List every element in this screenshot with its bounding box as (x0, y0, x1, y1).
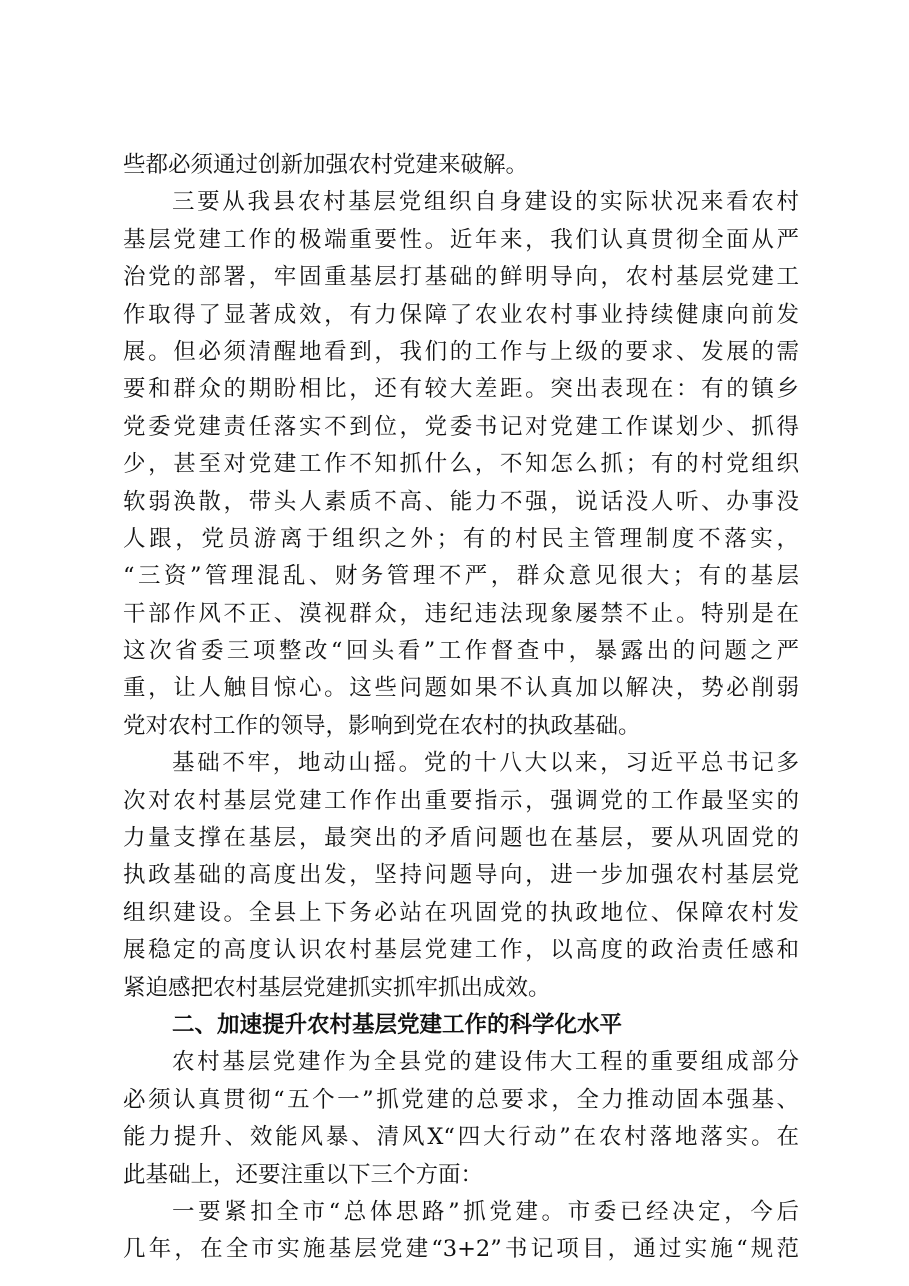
paragraph-line: 基础不牢，地动山摇。党的十八大以来，习近平总书记多 (172, 750, 799, 777)
paragraph-line: 少，甚至对党建工作不知抓什么，不知怎么抓；有的村党组织 (123, 451, 799, 478)
paragraph-line: 些都必须通过创新加强农村党建来破解。 (123, 152, 529, 178)
paragraph-line: 必须认真贯彻“五个一”抓党建的总要求，全力推动固本强基、 (123, 1086, 799, 1113)
paragraph-line: 三要从我县农村基层党组织自身建设的实际状况来看农村 (172, 189, 799, 216)
paragraph-line: 组织建设。全县上下务必站在巩固党的执政地位、保障农村发 (123, 899, 799, 926)
paragraph-line: 次对农村基层党建工作作出重要指示，强调党的工作最坚实的 (123, 787, 799, 814)
section-heading: 二、加速提升农村基层党建工作的科学化水平 (172, 1011, 623, 1038)
paragraph-line: 力量支撑在基层，最突出的矛盾问题也在基层，要从巩固党的 (123, 825, 799, 852)
paragraph-line: 作取得了显著成效，有力保障了农业农村事业持续健康向前发 (123, 301, 799, 328)
paragraph-line: 一要紧扣全市“总体思路”抓党建。市委已经决定，今后 (172, 1198, 799, 1225)
paragraph-line: 几年，在全市实施基层党建“3+2”书记项目，通过实施“规范 (123, 1236, 799, 1263)
paragraph-line: 农村基层党建作为全县党的建设伟大工程的重要组成部分 (172, 1049, 799, 1076)
paragraph-line: 紧迫感把农村基层党建抓实抓牢抓出成效。 (123, 974, 551, 1001)
paragraph-line: 干部作风不正、漠视群众，违纪违法现象屡禁不止。特别是在 (123, 600, 799, 627)
paragraph-line: 软弱涣散，带头人素质不高、能力不强，说话没人听、办事没 (123, 488, 799, 515)
paragraph-line: 执政基础的高度出发，坚持问题导向，进一步加强农村基层党 (123, 862, 799, 889)
document-body (123, 147, 799, 1269)
paragraph-line: 能力提升、效能风暴、清风X“四大行动”在农村落地落实。在 (123, 1124, 799, 1151)
paragraph-line: 重，让人触目惊心。这些问题如果不认真加以解决，势必削弱 (123, 675, 799, 702)
paragraph-line: 要和群众的期盼相比，还有较大差距。突出表现在：有的镇乡 (123, 376, 799, 403)
paragraph-line: 此基础上，还要注重以下三个方面： (123, 1161, 484, 1188)
paragraph-line: “三资”管理混乱、财务管理不严，群众意见很大；有的基层 (123, 563, 799, 590)
paragraph-line: 党委党建责任落实不到位，党委书记对党建工作谋划少、抓得 (123, 413, 799, 440)
paragraph-line: 展稳定的高度认识农村基层党建工作，以高度的政治责任感和 (123, 937, 799, 964)
paragraph-line: 这次省委三项整改“回头看”工作督查中，暴露出的问题之严 (123, 638, 799, 665)
paragraph-line: 治党的部署，牢固重基层打基础的鲜明导向，农村基层党建工 (123, 264, 799, 291)
paragraph-line: 党对农村工作的领导，影响到党在农村的执政基础。 (123, 712, 641, 739)
paragraph-line: 基层党建工作的极端重要性。近年来，我们认真贯彻全面从严 (123, 226, 799, 253)
paragraph-line: 展。但必须清醒地看到，我们的工作与上级的要求、发展的需 (123, 338, 799, 365)
paragraph-line: 人跟，党员游离于组织之外；有的村民主管理制度不落实， (123, 525, 799, 552)
